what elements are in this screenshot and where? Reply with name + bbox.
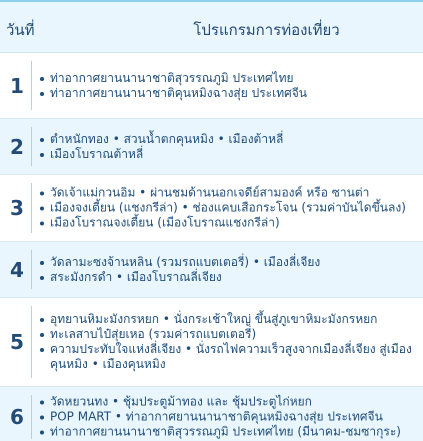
bullet-icon bbox=[40, 333, 44, 337]
bullet-icon bbox=[40, 138, 44, 142]
row-divider bbox=[31, 250, 32, 289]
day-row-1 bbox=[0, 53, 423, 119]
day-items bbox=[38, 71, 419, 101]
list-item bbox=[38, 186, 419, 201]
program-column-header: โปรแกรมการท่องเที่ยว bbox=[193, 21, 340, 39]
list-item bbox=[38, 342, 419, 372]
bullet-icon bbox=[40, 431, 44, 435]
item-text: เมืองจงเตี้ยน (แชงกรีล่า) • ช่องแคบเสือกระโจน (รวมค่าบันไดขึ้นลง) bbox=[50, 200, 406, 215]
list-item bbox=[38, 201, 419, 216]
bullet-icon bbox=[40, 192, 44, 196]
item-text: ท่าอากาศยานนานาชาติสุวรรณภูมิ ประเทศไทย bbox=[50, 70, 294, 85]
day-row-5 bbox=[0, 298, 423, 387]
bullet-icon bbox=[40, 222, 44, 226]
day-row-6 bbox=[0, 387, 423, 441]
item-text: ท่าอากาศยานนานาชาติคุนหมิงฉางสุ่ย ประเทศจีน bbox=[50, 85, 307, 100]
bullet-icon bbox=[40, 318, 44, 322]
list-item bbox=[38, 132, 419, 147]
item-text: วัดเจ้าแม่กวนอิม • ผ่านชมด้านนอกเจดีย์สามองค์ หรือ ซานต่า bbox=[50, 185, 370, 200]
item-text: เมืองโบราณต้าหลี่ bbox=[50, 146, 144, 161]
day-number: 4 bbox=[10, 257, 24, 282]
day-number: 5 bbox=[10, 330, 24, 354]
item-text: วัดลามะซงจ้านหลิน (รวมรถแบตเตอรี่) • เมืองลี่เจียง bbox=[50, 254, 321, 269]
row-divider bbox=[31, 183, 32, 233]
bullet-icon bbox=[40, 207, 44, 211]
row-divider bbox=[31, 61, 32, 110]
row-divider bbox=[31, 127, 32, 166]
day-number: 2 bbox=[10, 134, 24, 159]
list-item bbox=[38, 270, 419, 285]
day-items bbox=[38, 132, 419, 162]
day-row-2 bbox=[0, 119, 423, 175]
item-text: วัดหยวนทง • ชุ้มประตูม้าทอง และ ชุ้มประตูไก่หยก bbox=[50, 394, 312, 409]
item-text: ท่าอากาศยานนานาชาติสุวรรณภูมิ ประเทศไทย (มีนาคม-ชมซากุระ) bbox=[50, 424, 401, 439]
bullet-icon bbox=[40, 276, 44, 280]
day-column-header: วันที่ bbox=[6, 21, 35, 39]
list-item bbox=[38, 327, 419, 342]
day-items bbox=[38, 186, 419, 231]
bullet-icon bbox=[40, 261, 44, 265]
item-text: ตำหนักทอง • สวนน้ำตกคุนหมิง • เมืองต้าหลี่ bbox=[50, 131, 284, 146]
table-header bbox=[0, 2, 423, 53]
item-text: สระมังกรดำ • เมืองโบราณลี่เจียง bbox=[50, 269, 222, 284]
list-item bbox=[38, 410, 419, 425]
list-item bbox=[38, 255, 419, 270]
day-row-4 bbox=[0, 242, 423, 298]
day-items bbox=[38, 395, 419, 440]
row-divider bbox=[31, 395, 32, 439]
bullet-icon bbox=[40, 153, 44, 157]
list-item bbox=[38, 216, 419, 231]
bullet-icon bbox=[40, 401, 44, 405]
list-item bbox=[38, 86, 419, 101]
item-text: POP MART • ท่าอากาศยานนานาชาติคุนหมิงฉางสุ่ย ประเทศจีน bbox=[50, 409, 383, 424]
item-text: อุทยานหิมะมังกรหยก • นั่งกระเช้าใหญ่ ขึ้นสู่ภูเขาหิมะมังกรหยก bbox=[50, 312, 378, 326]
day-row-3 bbox=[0, 175, 423, 242]
item-text: เมืองโบราณจงเตี้ยน (เมืองโบราณแชงกรีล่า) bbox=[50, 215, 280, 230]
day-number: 3 bbox=[10, 196, 24, 220]
item-text: ทะเลสาบไป๋สุ่ยเหอ (รวมค่ารถแบตเตอรี่) bbox=[50, 327, 257, 341]
itinerary-rows bbox=[0, 53, 423, 441]
day-number: 6 bbox=[10, 405, 24, 429]
list-item bbox=[38, 312, 419, 327]
day-items bbox=[38, 312, 419, 372]
day-items bbox=[38, 255, 419, 285]
list-item bbox=[38, 425, 419, 440]
row-divider bbox=[31, 306, 32, 378]
list-item bbox=[38, 147, 419, 162]
bullet-icon bbox=[40, 416, 44, 420]
bullet-icon bbox=[40, 348, 44, 352]
bullet-icon bbox=[40, 92, 44, 96]
day-number: 1 bbox=[10, 73, 24, 98]
item-text: ความประทับใจแห่งลี่เจียง • นั่งรถไฟความเร็วสูงจากเมืองลี่เจียง สู่เมืองคุนหมิง • เมืองคุนหมิง bbox=[50, 342, 412, 371]
list-item bbox=[38, 71, 419, 86]
bullet-icon bbox=[40, 77, 44, 81]
list-item bbox=[38, 395, 419, 410]
